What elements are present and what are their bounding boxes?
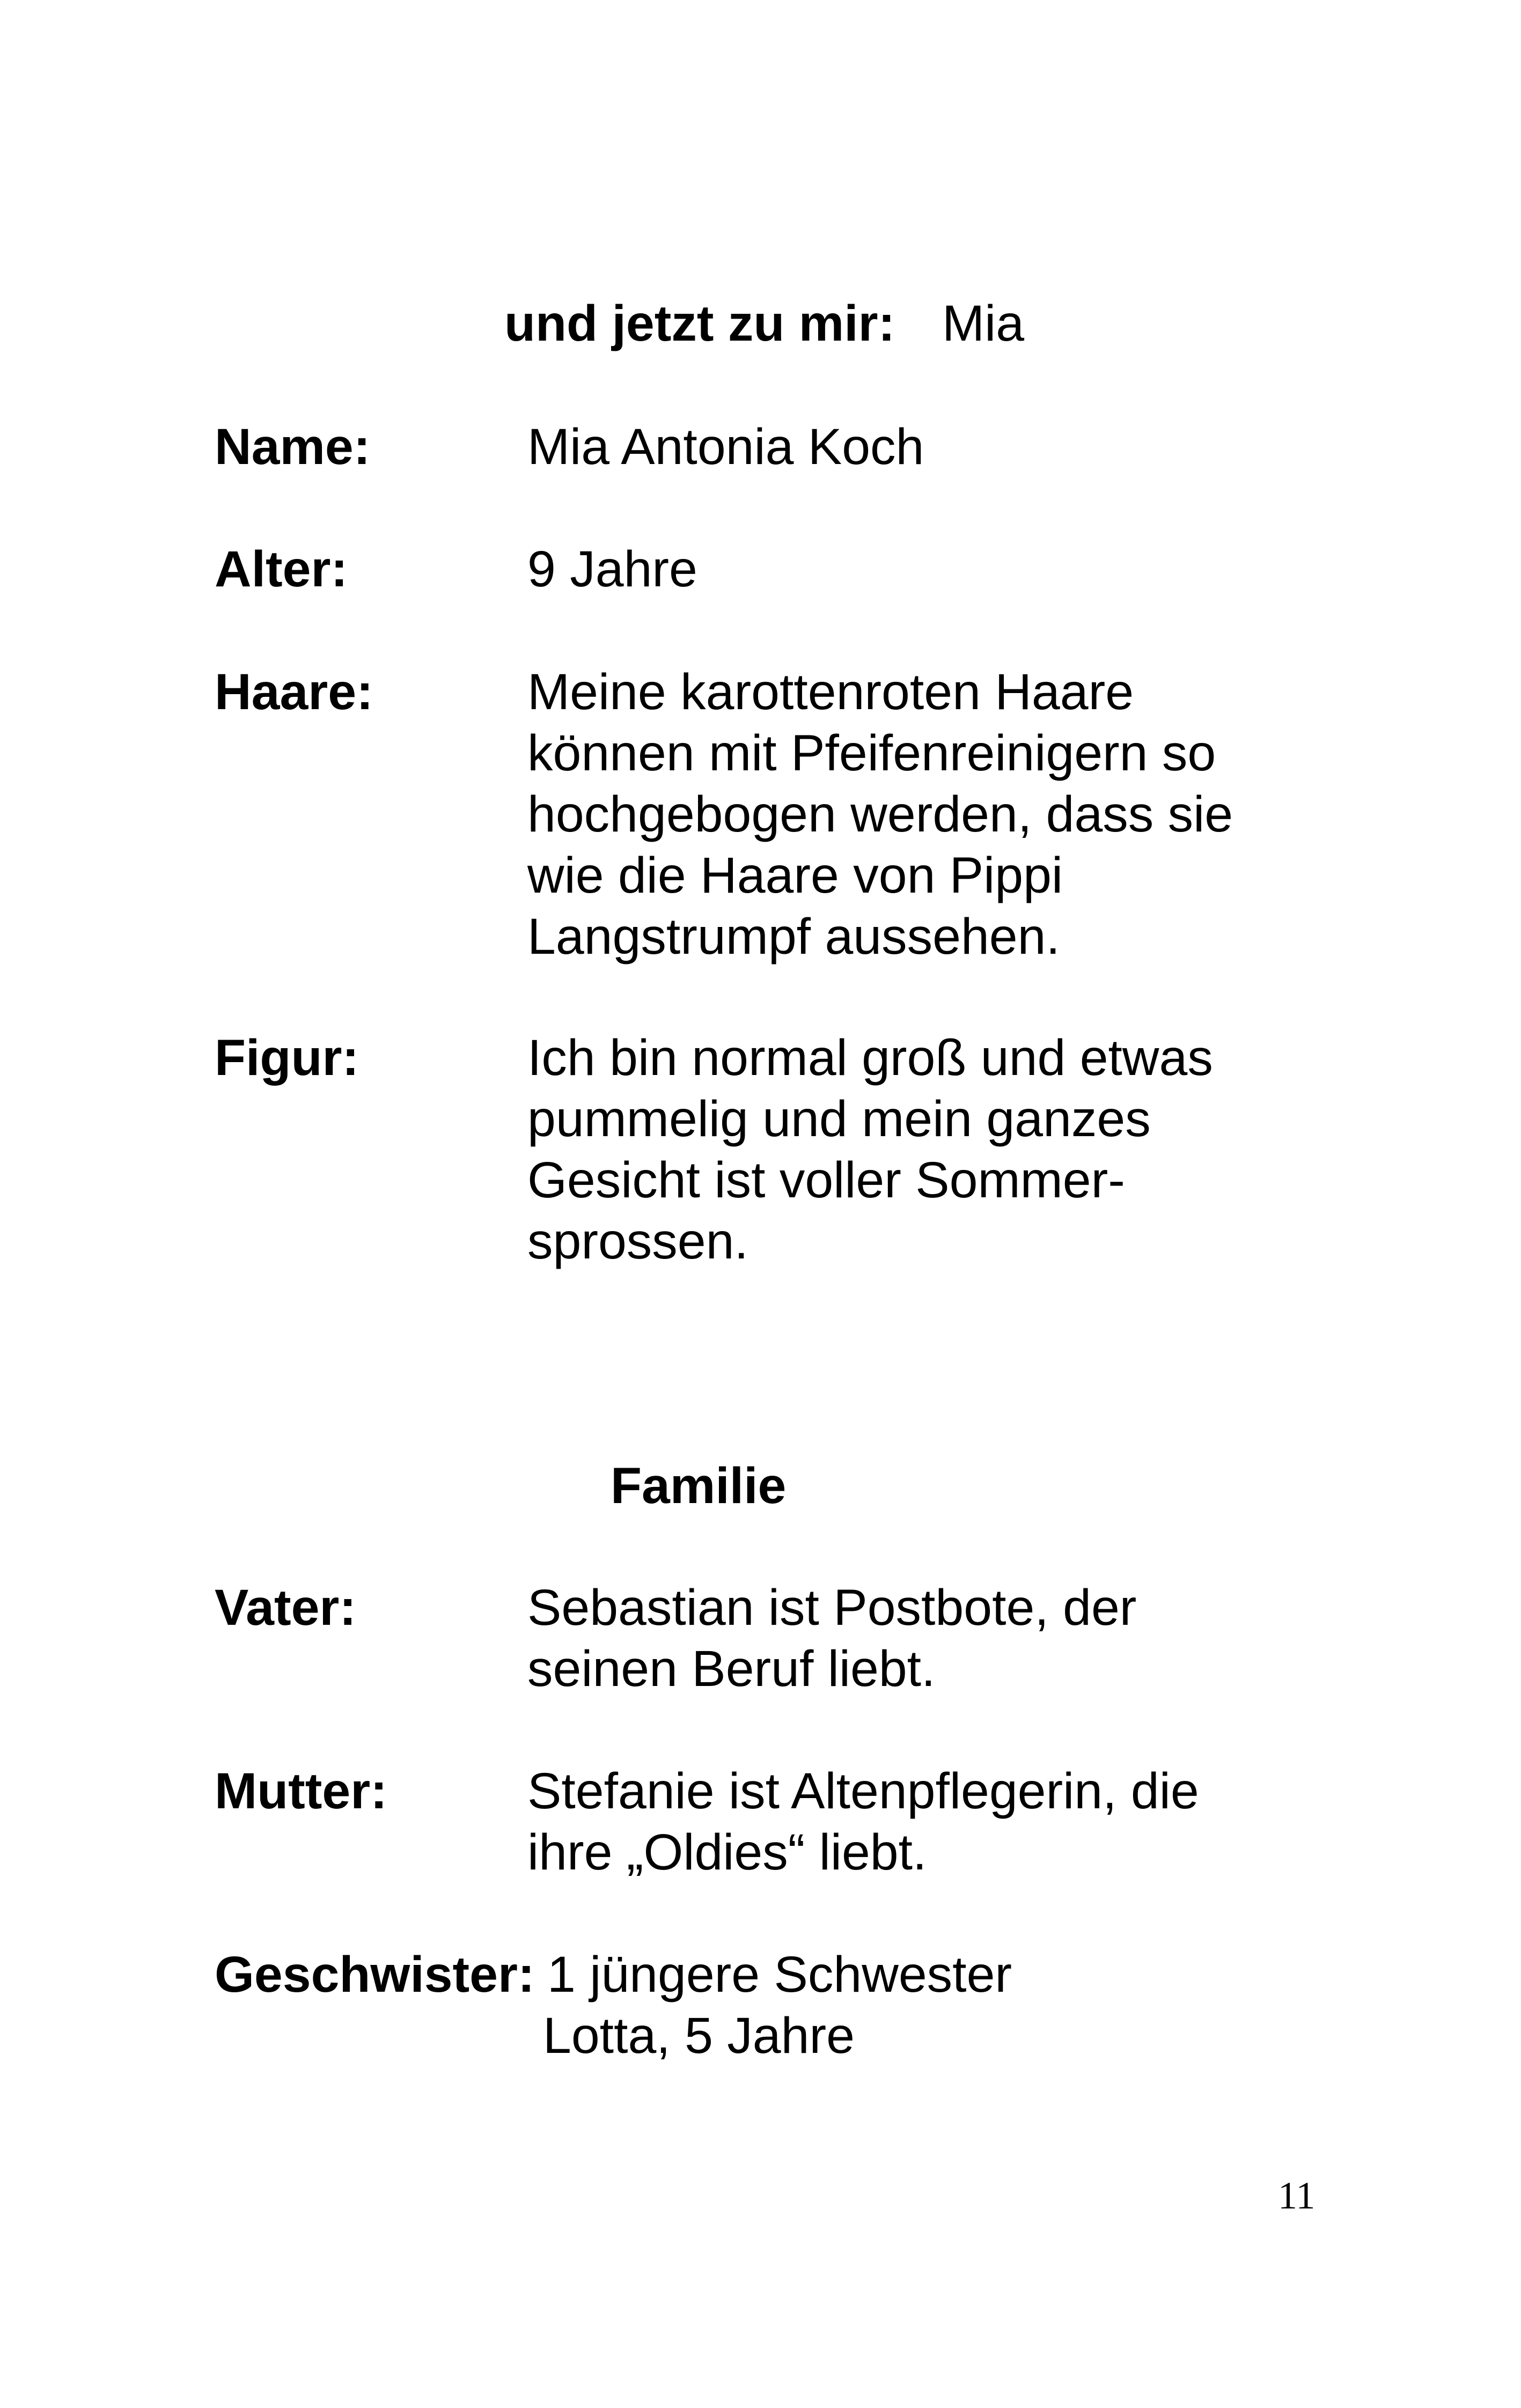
hair-label: Haare:: [215, 664, 373, 720]
hair-line: hochgebogen werden, dass sie: [527, 786, 1233, 843]
father-line: Sebastian ist Postbote, der: [527, 1579, 1137, 1636]
hair-line: Meine karottenroten Haare: [527, 664, 1134, 720]
name-value: Mia Antonia Koch: [527, 418, 924, 475]
mother-label: Mutter:: [215, 1763, 387, 1820]
figure-line: Gesicht ist voller Sommer-: [527, 1152, 1125, 1209]
figure-line: pummelig und mein ganzes: [527, 1091, 1151, 1147]
figure-line: Ich bin normal groß und etwas: [527, 1029, 1213, 1086]
father-line: seinen Beruf liebt.: [527, 1640, 936, 1697]
hair-line: können mit Pfeifenreinigern so: [527, 725, 1216, 782]
mother-line: Stefanie ist Altenpflegerin, die: [527, 1763, 1199, 1820]
intro-name: Mia: [942, 295, 1025, 352]
page-number: 11: [1278, 2174, 1316, 2217]
age-label: Alter:: [215, 541, 348, 598]
intro-heading: und jetzt zu mir:: [504, 295, 895, 352]
hair-line: Langstrumpf aussehen.: [527, 908, 1060, 965]
figure-label: Figur:: [215, 1029, 359, 1086]
siblings-line: 1 jüngere Schwester: [547, 1946, 1012, 2003]
name-label: Name:: [215, 418, 371, 475]
father-label: Vater:: [215, 1579, 357, 1636]
siblings-line: Lotta, 5 Jahre: [543, 2007, 855, 2064]
age-value: 9 Jahre: [527, 541, 697, 598]
figure-line: sprossen.: [527, 1213, 748, 1270]
hair-line: wie die Haare von Pippi: [527, 847, 1063, 904]
family-heading: Familie: [611, 1457, 787, 1514]
mother-line: ihre „Oldies“ liebt.: [527, 1824, 927, 1881]
siblings-label: Geschwister:: [215, 1946, 535, 2003]
